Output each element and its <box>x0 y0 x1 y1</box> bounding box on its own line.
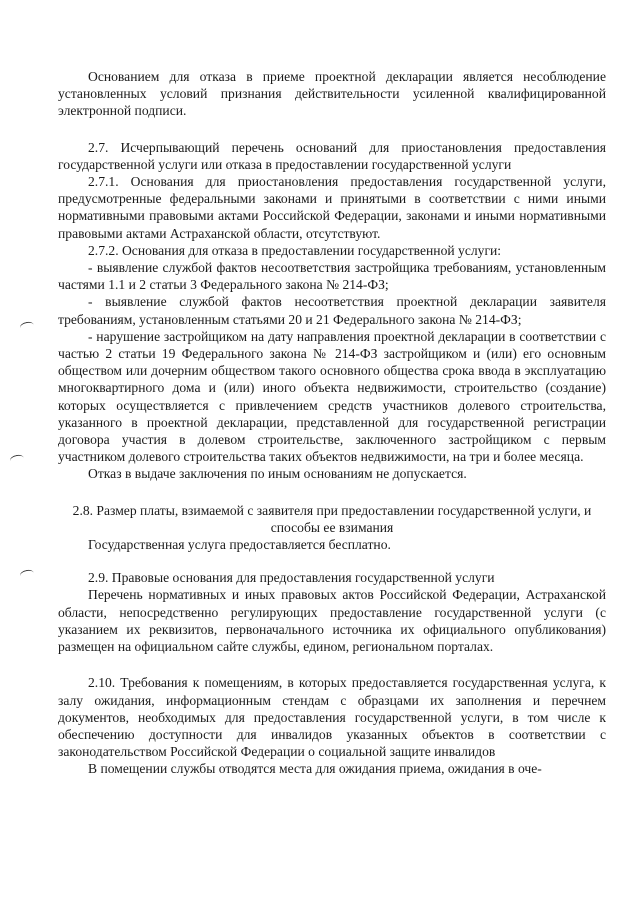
list-item: - выявление службой фактов несоответствия проектной декларации заявителя требованиям, установленным статьями 20 и 21 Федерального закона № 214-ФЗ; <box>58 294 606 327</box>
paragraph-free-service: Государственная услуга предоставляется бесплатно. <box>88 537 391 553</box>
margin-mark <box>19 569 35 581</box>
heading-2-7: 2.7. Исчерпывающий перечень оснований для приостановления предоставления государственной услуги или отказа в предоставлении государственной услуги <box>58 139 606 172</box>
paragraph-2-7-1: 2.7.1. Основания для приостановления предоставления государственной услуги, предусмотренные федеральными законами и принятыми в соответствии с ними иными нормативными правовыми актами Российской Федерации, законами и иными нормативными правовыми актами Астраханской области, отсутствуют. <box>58 174 606 241</box>
paragraph-signature-refusal: Основанием для отказа в приеме проектной декларации является несоблюдение установленных условий признания действительности усиленной квалифицированной электронной подписи. <box>58 69 606 119</box>
list-item: - выявление службой фактов несоответствия застройщика требованиям, установленным частями 1.1 и 2 статьи 3 Федерального закона № 214-ФЗ; <box>58 260 606 293</box>
heading-2-10: 2.10. Требования к помещениям, в которых предоставляется государственная услуга, к залу ожидания, информационным стендам с образцами их заполнения и перечнем документов, необходимых для предоставления государственной услуги, в том числе к обеспечению доступности для инвалидов указанных объектов в соответствии с законодательством Российской Федерации о социальной защите инвалидов <box>58 675 606 760</box>
paragraph-2-7-2: 2.7.2. Основания для отказа в предоставлении государственной услуги: <box>88 242 502 258</box>
heading-2-8: 2.8. Размер платы, взимаемой с заявителя при предоставлении государственной услуги, и способы ее взимания <box>72 502 592 535</box>
list-item: - нарушение застройщиком на дату направления проектной декларации в соответствии с частью 2 статьи 19 Федерального закона № 214-ФЗ застройщиком и (или) его основным обществом или дочерним обществом такого основного общества срока ввода в эксплуатацию многоквартирного дома и (или) иного объекта недвижимости, строительство (создание) которых осуществляется с привлечением средств участников долевого строительства, указанного в проектной декларации, представленной для государственной регистрации договора участия в долевом строительстве, заключенного застройщиком с первым участником долевого строительства таких объектов недвижимости, на три и более месяца. <box>58 328 606 465</box>
margin-mark <box>19 321 35 333</box>
margin-mark <box>9 454 25 466</box>
heading-2-9: 2.9. Правовые основания для предоставления государственной услуги <box>88 570 495 586</box>
paragraph-premises: В помещении службы отводятся места для ожидания приема, ожидания в оче- <box>88 761 542 777</box>
paragraph-no-other-grounds: Отказ в выдаче заключения по иным основаниям не допускается. <box>88 466 467 482</box>
document-body <box>58 68 606 778</box>
paragraph-legal-acts: Перечень нормативных и иных правовых актов Российской Федерации, Астраханской области, непосредственно регулирующих предоставление государственной услуги (с указанием их реквизитов, первоначального источника их официального опубликования) размещен на официальном сайте службы, едином, региональном порталах. <box>58 587 606 655</box>
